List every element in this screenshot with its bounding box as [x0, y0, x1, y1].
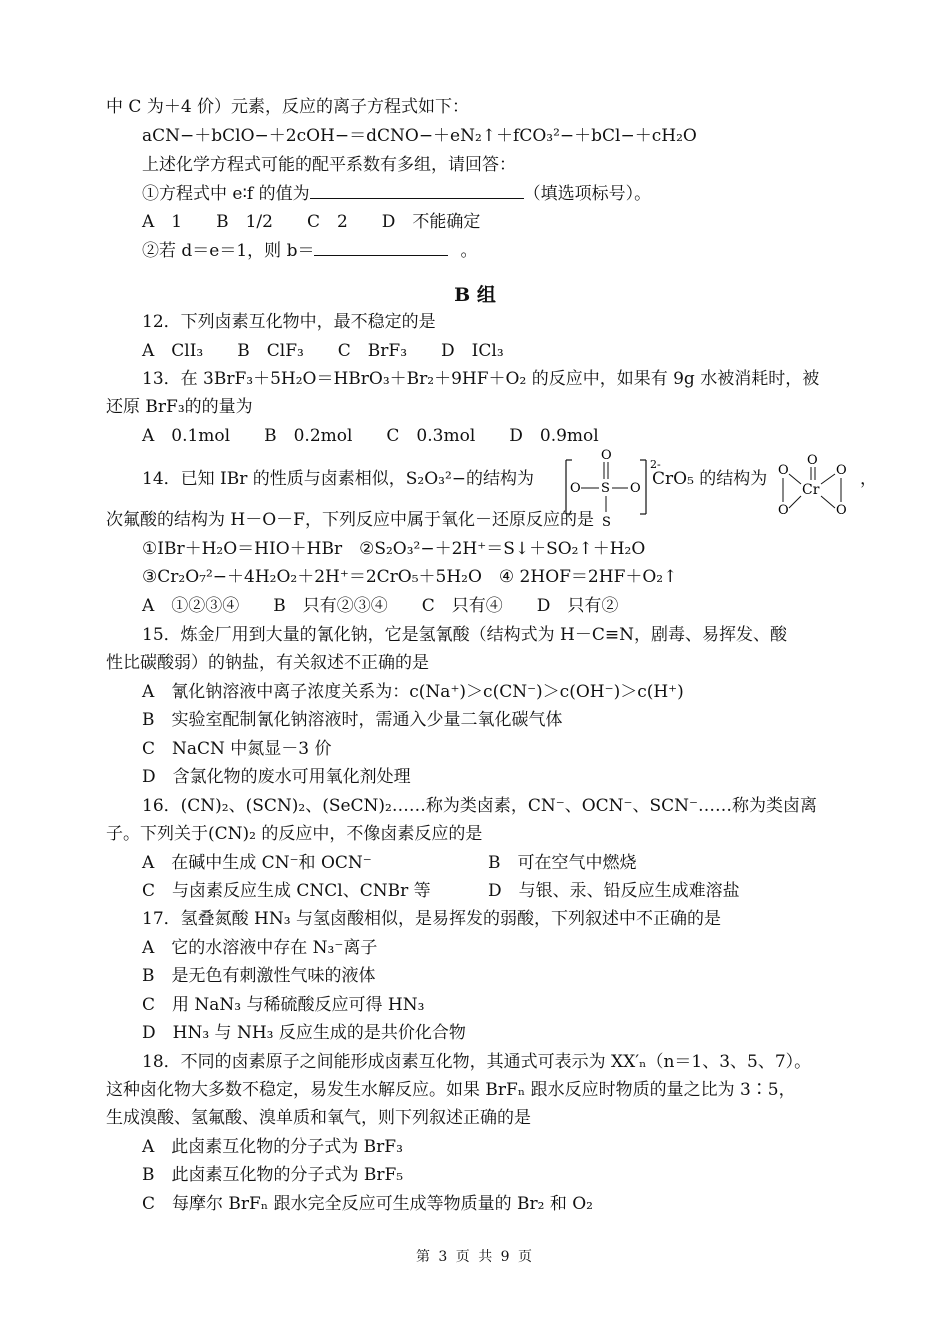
cro5-o-ul: O [778, 463, 789, 478]
q16-stem-line2: 子。下列关于(CN)₂ 的反应中，不像卤素反应的是 [106, 824, 483, 844]
q14-stem-a: 14．已知 IBr 的性质与卤素相似，S₂O₃²−的结构为 [142, 469, 535, 489]
q12-options: A ClI₃ B ClF₃ C BrF₃ D ICl₃ [142, 341, 504, 361]
q18-option-c: C 每摩尔 BrFₙ 跟水完全反应可生成等物质量的 Br₂ 和 O₂ [142, 1194, 593, 1214]
q14-stem-b: CrO₅ 的结构为 [652, 469, 768, 489]
q15-stem-line1: 15．炼金厂用到大量的氰化钠，它是氢氰酸（结构式为 H－C≡N，剧毒、易挥发、酸 [142, 625, 787, 645]
q16-option-a: A 在碱中生成 CN⁻和 OCN⁻ [142, 853, 372, 873]
thio-o-right: O [630, 481, 641, 496]
cro5-o-top: O [807, 453, 818, 468]
q13-options: A 0.1mol B 0.2mol C 0.3mol D 0.9mol [142, 426, 599, 446]
q14-reactions-1: ①IBr＋H₂O＝HIO＋HBr ②S₂O₃²−＋2H⁺＝S↓＋SO₂↑＋H₂O [142, 539, 646, 559]
q15-option-a: A 氰化钠溶液中离子浓度关系为：c(Na⁺)＞c(CN⁻)＞c(OH⁻)＞c(H⁺) [142, 682, 684, 702]
q14-options: A ①②③④ B 只有②③④ C 只有④ D 只有② [142, 596, 619, 616]
q13-stem-line2: 还原 BrF₃的的量为 [106, 397, 253, 417]
q15-option-b: B 实验室配制氰化钠溶液时，需通入少量二氧化碳气体 [142, 710, 563, 730]
cro5-o-lr: O [836, 503, 847, 518]
section-title: B 组 [454, 284, 496, 306]
q17-option-b: B 是无色有刺激性气味的液体 [142, 966, 376, 986]
q11-sub1 [142, 183, 651, 205]
q16-option-b: B 可在空气中燃烧 [488, 853, 637, 873]
q11-line1: 中 C 为＋4 价）元素，反应的离子方程式如下： [106, 97, 470, 117]
q18-stem-line1: 18．不同的卤素原子之间能形成卤素互化物，其通式可表示为 XX′ₙ（n＝1、3、5、7）。 [142, 1052, 812, 1072]
q17-option-c: C 用 NaN₃ 与稀硫酸反应可得 HN₃ [142, 995, 425, 1015]
q18-option-b: B 此卤素互化物的分子式为 BrF₅ [142, 1165, 404, 1185]
q17-option-d: D HN₃ 与 NH₃ 反应生成的是共价化合物 [142, 1023, 466, 1043]
thio-o-left: O [570, 481, 581, 496]
cro5-cr: Cr [802, 482, 820, 498]
answer-blank-2[interactable] [314, 241, 448, 256]
thio-o-top: O [601, 448, 612, 463]
q15-stem-line2: 性比碳酸弱）的钠盐，有关叙述不正确的是 [106, 653, 429, 673]
q14-stem-line2: 次氟酸的结构为 H－O－F，下列反应中属于氧化－还原反应的是 [106, 510, 594, 530]
q14-stem-c: ， [860, 469, 877, 489]
q11-equation: aCN−＋bClO−＋2cOH−＝dCNO−＋eN₂↑＋fCO₃²−＋bCl−＋cH₂O [142, 126, 697, 146]
q16-option-d: D 与银、汞、铅反应生成难溶盐 [488, 881, 740, 901]
q11-line3: 上述化学方程式可能的配平系数有多组，请回答： [142, 155, 516, 175]
page-footer: 第 3 页 共 9 页 [415, 1249, 535, 1265]
q13-stem-line1: 13．在 3BrF₃＋5H₂O＝HBrO₃＋Br₂＋9HF＋O₂ 的反应中，如果有 9g 水被消耗时，被 [142, 369, 820, 389]
q17-stem: 17．氢叠氮酸 HN₃ 与氢卤酸相似，是易挥发的弱酸，下列叙述中不正确的是 [142, 909, 721, 929]
answer-blank-1[interactable] [310, 184, 524, 199]
cro5-o-ll: O [778, 503, 789, 518]
cro5-structure [774, 452, 856, 522]
q17-option-a: A 它的水溶液中存在 N₃⁻离子 [142, 938, 378, 958]
q18-stem-line3: 生成溴酸、氢氟酸、溴单质和氧气，则下列叙述正确的是 [106, 1108, 531, 1128]
thio-s-center: S [601, 481, 610, 496]
q11-sub2-text: ②若 d＝e＝1，则 b＝ [142, 241, 315, 261]
cro5-o-ur: O [836, 463, 847, 478]
q11-sub1-tail: （填选项标号）。 [523, 184, 652, 204]
thio-s-bottom: S [602, 515, 611, 530]
q11-sub2 [142, 240, 477, 262]
thio-charge: 2- [650, 458, 661, 471]
q16-stem-line1: 16．(CN)₂、(SCN)₂、(SeCN)₂……称为类卤素，CN⁻、OCN⁻、SCN⁻……称为类卤离 [142, 796, 818, 816]
q15-option-c: C NaCN 中氮显－3 价 [142, 739, 332, 759]
q18-option-a: A 此卤素互化物的分子式为 BrF₃ [142, 1137, 403, 1157]
q11-options: A 1 B 1/2 C 2 D 不能确定 [142, 212, 481, 232]
q11-sub2-tail: 。 [460, 241, 478, 261]
q11-sub1-text: ①方程式中 e∶f 的值为 [142, 184, 310, 204]
q14-reactions-2: ③Cr₂O₇²−＋4H₂O₂＋2H⁺＝2CrO₅＋5H₂O ④ 2HOF＝2HF＋O₂↑ [142, 567, 678, 587]
q15-option-d: D 含氯化物的废水可用氧化剂处理 [142, 767, 411, 787]
q12-stem: 12．下列卤素互化物中，最不稳定的是 [142, 312, 436, 332]
q16-option-c: C 与卤素反应生成 CNCl、CNBr 等 [142, 881, 431, 901]
q18-stem-line2: 这种卤化物大多数不稳定，易发生水解反应。如果 BrFₙ 跟水反应时物质的量之比为 3∶5， [106, 1080, 796, 1100]
